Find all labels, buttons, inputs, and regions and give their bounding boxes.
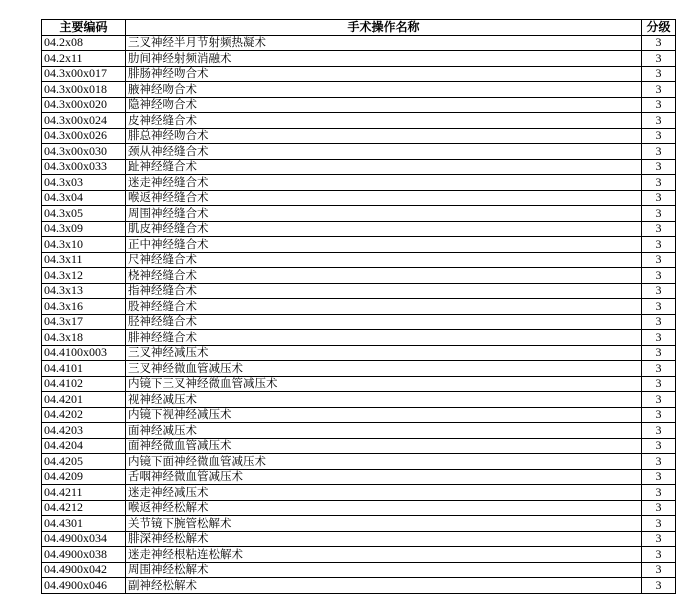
table-row	[42, 376, 676, 392]
table-row	[42, 35, 676, 51]
grade-cell: 3	[642, 531, 676, 547]
procedure-name-cell: 周围神经松解术	[126, 562, 642, 578]
grade-cell: 3	[642, 159, 676, 175]
grade-cell: 3	[642, 516, 676, 532]
code-cell: 04.3x00x026	[42, 128, 126, 144]
table-row	[42, 423, 676, 439]
grade-cell: 3	[642, 128, 676, 144]
code-cell: 04.3x00x018	[42, 82, 126, 98]
table-row	[42, 516, 676, 532]
code-cell: 04.4212	[42, 500, 126, 516]
code-cell: 04.4900x046	[42, 578, 126, 594]
grade-cell: 3	[642, 113, 676, 129]
grade-cell: 3	[642, 237, 676, 253]
procedure-name-cell: 喉返神经松解术	[126, 500, 642, 516]
procedure-name-cell: 三叉神经微血管减压术	[126, 361, 642, 377]
grade-cell: 3	[642, 330, 676, 346]
procedure-name-cell: 面神经减压术	[126, 423, 642, 439]
grade-cell: 3	[642, 438, 676, 454]
grade-cell: 3	[642, 221, 676, 237]
code-cell: 04.3x17	[42, 314, 126, 330]
grade-cell: 3	[642, 66, 676, 82]
table-row	[42, 578, 676, 594]
procedure-name-cell: 喉返神经缝合术	[126, 190, 642, 206]
grade-cell: 3	[642, 206, 676, 222]
code-cell: 04.3x05	[42, 206, 126, 222]
table-row	[42, 82, 676, 98]
procedure-name-cell: 尺神经缝合术	[126, 252, 642, 268]
procedure-name-cell: 股神经缝合术	[126, 299, 642, 315]
procedure-name-cell: 肌皮神经缝合术	[126, 221, 642, 237]
code-cell: 04.3x00x024	[42, 113, 126, 129]
procedure-name-cell: 迷走神经减压术	[126, 485, 642, 501]
code-cell: 04.3x04	[42, 190, 126, 206]
procedure-name-cell: 腓神经缝合术	[126, 330, 642, 346]
code-cell: 04.4100x003	[42, 345, 126, 361]
code-cell: 04.3x00x017	[42, 66, 126, 82]
table-row	[42, 562, 676, 578]
procedure-name-cell: 三叉神经半月节射频热凝术	[126, 35, 642, 51]
grade-cell: 3	[642, 392, 676, 408]
procedure-name-cell: 隐神经吻合术	[126, 97, 642, 113]
grade-cell: 3	[642, 578, 676, 594]
code-cell: 04.4202	[42, 407, 126, 423]
table-row	[42, 190, 676, 206]
code-cell: 04.3x00x030	[42, 144, 126, 160]
code-cell: 04.4201	[42, 392, 126, 408]
code-cell: 04.3x11	[42, 252, 126, 268]
table-row	[42, 361, 676, 377]
code-cell: 04.4102	[42, 376, 126, 392]
code-cell: 04.4203	[42, 423, 126, 439]
code-cell: 04.4101	[42, 361, 126, 377]
code-cell: 04.4204	[42, 438, 126, 454]
table-row	[42, 345, 676, 361]
procedure-name-cell: 肋间神经射频消融术	[126, 51, 642, 67]
procedure-name-cell: 周围神经缝合术	[126, 206, 642, 222]
grade-cell: 3	[642, 283, 676, 299]
table-row	[42, 221, 676, 237]
grade-cell: 3	[642, 252, 676, 268]
code-cell: 04.4900x034	[42, 531, 126, 547]
procedure-name-cell: 内镜下视神经减压术	[126, 407, 642, 423]
grade-cell: 3	[642, 345, 676, 361]
procedure-name-cell: 舌咽神经微血管减压术	[126, 469, 642, 485]
grade-cell: 3	[642, 376, 676, 392]
grade-cell: 3	[642, 190, 676, 206]
procedure-name-cell: 桡神经缝合术	[126, 268, 642, 284]
grade-cell: 3	[642, 562, 676, 578]
grade-cell: 3	[642, 299, 676, 315]
table-row	[42, 454, 676, 470]
code-cell: 04.4205	[42, 454, 126, 470]
code-cell: 04.4900x042	[42, 562, 126, 578]
grade-cell: 3	[642, 469, 676, 485]
procedure-name-cell: 腓总神经吻合术	[126, 128, 642, 144]
code-cell: 04.3x16	[42, 299, 126, 315]
code-cell: 04.2x11	[42, 51, 126, 67]
code-cell: 04.3x00x020	[42, 97, 126, 113]
table-row	[42, 97, 676, 113]
table-row	[42, 547, 676, 563]
procedure-code-table	[41, 19, 676, 594]
header-procedure-name: 手术操作名称	[126, 20, 642, 36]
procedure-name-cell: 腓肠神经吻合术	[126, 66, 642, 82]
table-row	[42, 144, 676, 160]
table-row	[42, 469, 676, 485]
procedure-name-cell: 趾神经缝合术	[126, 159, 642, 175]
grade-cell: 3	[642, 82, 676, 98]
code-cell: 04.3x13	[42, 283, 126, 299]
procedure-name-cell: 腋神经吻合术	[126, 82, 642, 98]
table-row	[42, 252, 676, 268]
grade-cell: 3	[642, 361, 676, 377]
code-cell: 04.3x09	[42, 221, 126, 237]
document-page	[41, 19, 676, 594]
table-row	[42, 175, 676, 191]
grade-cell: 3	[642, 454, 676, 470]
code-cell: 04.3x12	[42, 268, 126, 284]
procedure-name-cell: 正中神经缝合术	[126, 237, 642, 253]
table-row	[42, 283, 676, 299]
procedure-name-cell: 面神经微血管减压术	[126, 438, 642, 454]
procedure-name-cell: 迷走神经根粘连松解术	[126, 547, 642, 563]
table-row	[42, 128, 676, 144]
grade-cell: 3	[642, 97, 676, 113]
procedure-name-cell: 皮神经缝合术	[126, 113, 642, 129]
grade-cell: 3	[642, 35, 676, 51]
grade-cell: 3	[642, 268, 676, 284]
procedure-name-cell: 副神经松解术	[126, 578, 642, 594]
code-cell: 04.3x00x033	[42, 159, 126, 175]
table-row	[42, 500, 676, 516]
header-code: 主要编码	[42, 20, 126, 36]
grade-cell: 3	[642, 175, 676, 191]
grade-cell: 3	[642, 423, 676, 439]
table-row	[42, 268, 676, 284]
grade-cell: 3	[642, 51, 676, 67]
code-cell: 04.2x08	[42, 35, 126, 51]
table-row	[42, 206, 676, 222]
table-row	[42, 531, 676, 547]
code-cell: 04.3x18	[42, 330, 126, 346]
table-row	[42, 407, 676, 423]
code-cell: 04.4301	[42, 516, 126, 532]
table-row	[42, 314, 676, 330]
table-row	[42, 159, 676, 175]
code-cell: 04.4209	[42, 469, 126, 485]
procedure-name-cell: 腓深神经松解术	[126, 531, 642, 547]
table-row	[42, 392, 676, 408]
header-grade: 分级	[642, 20, 676, 36]
grade-cell: 3	[642, 547, 676, 563]
procedure-name-cell: 指神经缝合术	[126, 283, 642, 299]
code-cell: 04.4900x038	[42, 547, 126, 563]
procedure-name-cell: 三叉神经减压术	[126, 345, 642, 361]
procedure-name-cell: 内镜下面神经微血管减压术	[126, 454, 642, 470]
table-row	[42, 237, 676, 253]
grade-cell: 3	[642, 144, 676, 160]
code-cell: 04.4211	[42, 485, 126, 501]
grade-cell: 3	[642, 407, 676, 423]
grade-cell: 3	[642, 314, 676, 330]
table-header-row	[42, 20, 676, 36]
procedure-name-cell: 关节镜下腕管松解术	[126, 516, 642, 532]
code-cell: 04.3x10	[42, 237, 126, 253]
code-cell: 04.3x03	[42, 175, 126, 191]
table-row	[42, 299, 676, 315]
procedure-name-cell: 胫神经缝合术	[126, 314, 642, 330]
table-row	[42, 438, 676, 454]
procedure-name-cell: 迷走神经缝合术	[126, 175, 642, 191]
table-row	[42, 113, 676, 129]
grade-cell: 3	[642, 500, 676, 516]
table-row	[42, 485, 676, 501]
table-row	[42, 66, 676, 82]
table-row	[42, 330, 676, 346]
procedure-name-cell: 视神经减压术	[126, 392, 642, 408]
table-row	[42, 51, 676, 67]
grade-cell: 3	[642, 485, 676, 501]
procedure-name-cell: 颈从神经缝合术	[126, 144, 642, 160]
procedure-name-cell: 内镜下三叉神经微血管减压术	[126, 376, 642, 392]
